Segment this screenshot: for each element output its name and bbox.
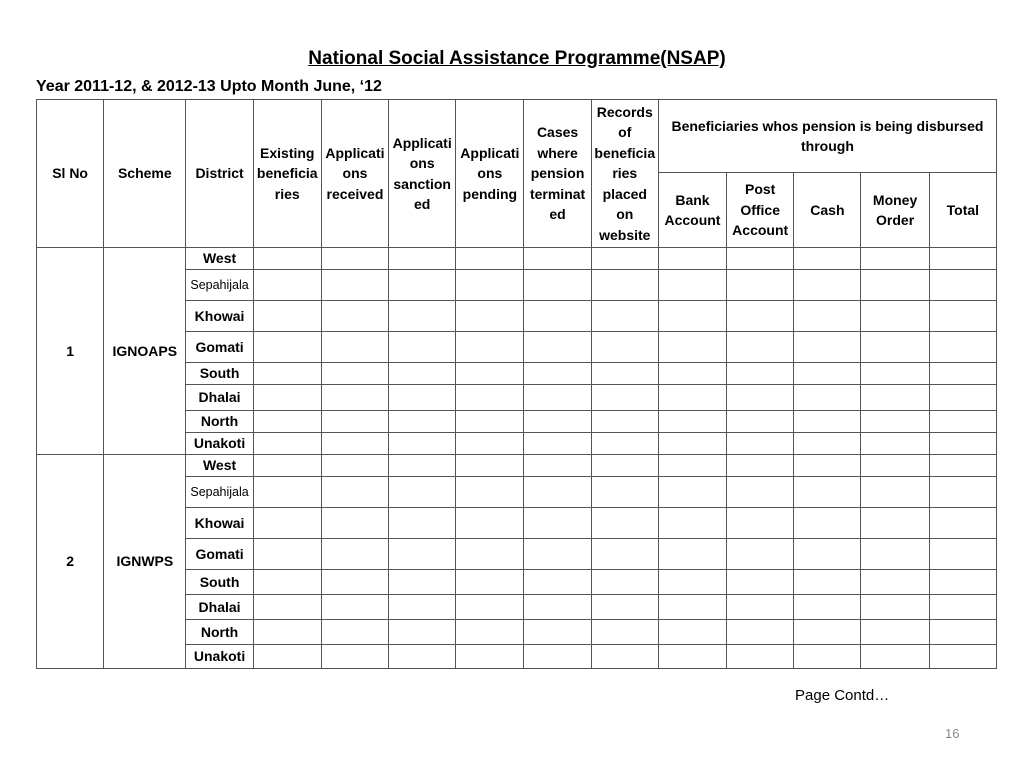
empty-value-cell bbox=[929, 270, 996, 301]
district-cell: Khowai bbox=[186, 301, 253, 332]
empty-value-cell bbox=[727, 570, 794, 595]
empty-value-cell bbox=[456, 385, 524, 411]
empty-value-cell bbox=[794, 332, 861, 363]
empty-value-cell bbox=[389, 411, 456, 433]
empty-value-cell bbox=[591, 508, 658, 539]
empty-value-cell bbox=[929, 539, 996, 570]
empty-value-cell bbox=[524, 595, 591, 620]
empty-value-cell bbox=[389, 270, 456, 301]
empty-value-cell bbox=[929, 385, 996, 411]
empty-value-cell bbox=[658, 645, 726, 669]
empty-value-cell bbox=[389, 433, 456, 455]
empty-value-cell bbox=[861, 477, 929, 508]
header-cases-pension-terminated: Cases where pension terminat ed bbox=[524, 100, 591, 248]
empty-value-cell bbox=[591, 433, 658, 455]
empty-value-cell bbox=[861, 433, 929, 455]
empty-value-cell bbox=[727, 411, 794, 433]
empty-value-cell bbox=[794, 508, 861, 539]
district-cell: Sepahijala bbox=[186, 270, 253, 301]
header-row-1 bbox=[37, 100, 997, 173]
empty-value-cell bbox=[456, 411, 524, 433]
empty-value-cell bbox=[389, 248, 456, 270]
empty-value-cell bbox=[861, 620, 929, 645]
empty-value-cell bbox=[253, 332, 321, 363]
empty-value-cell bbox=[389, 301, 456, 332]
empty-value-cell bbox=[794, 477, 861, 508]
header-scheme: Scheme bbox=[104, 100, 186, 248]
empty-value-cell bbox=[321, 433, 388, 455]
empty-value-cell bbox=[861, 455, 929, 477]
empty-value-cell bbox=[389, 620, 456, 645]
empty-value-cell bbox=[727, 248, 794, 270]
empty-value-cell bbox=[861, 570, 929, 595]
empty-value-cell bbox=[456, 248, 524, 270]
empty-value-cell bbox=[591, 620, 658, 645]
empty-value-cell bbox=[727, 508, 794, 539]
empty-value-cell bbox=[389, 363, 456, 385]
empty-value-cell bbox=[861, 385, 929, 411]
empty-value-cell bbox=[456, 620, 524, 645]
empty-value-cell bbox=[727, 595, 794, 620]
empty-value-cell bbox=[929, 570, 996, 595]
empty-value-cell bbox=[524, 620, 591, 645]
header-existing-beneficiaries: Existing beneficia ries bbox=[253, 100, 321, 248]
header-money-order: Money Order bbox=[861, 173, 929, 248]
district-cell: Gomati bbox=[186, 539, 253, 570]
empty-value-cell bbox=[253, 248, 321, 270]
empty-value-cell bbox=[658, 385, 726, 411]
empty-value-cell bbox=[591, 595, 658, 620]
empty-value-cell bbox=[929, 433, 996, 455]
empty-value-cell bbox=[658, 620, 726, 645]
empty-value-cell bbox=[658, 248, 726, 270]
district-cell: South bbox=[186, 570, 253, 595]
empty-value-cell bbox=[389, 508, 456, 539]
empty-value-cell bbox=[929, 477, 996, 508]
empty-value-cell bbox=[591, 385, 658, 411]
table-row bbox=[37, 248, 997, 270]
empty-value-cell bbox=[591, 455, 658, 477]
empty-value-cell bbox=[524, 539, 591, 570]
page-number: 16 bbox=[945, 726, 960, 741]
empty-value-cell bbox=[591, 411, 658, 433]
empty-value-cell bbox=[321, 332, 388, 363]
empty-value-cell bbox=[253, 645, 321, 669]
empty-value-cell bbox=[389, 539, 456, 570]
empty-value-cell bbox=[524, 508, 591, 539]
empty-value-cell bbox=[253, 539, 321, 570]
empty-value-cell bbox=[929, 508, 996, 539]
empty-value-cell bbox=[794, 595, 861, 620]
header-records-on-website: Records of beneficia ries placed on website bbox=[591, 100, 658, 248]
empty-value-cell bbox=[524, 270, 591, 301]
empty-value-cell bbox=[524, 455, 591, 477]
empty-value-cell bbox=[861, 411, 929, 433]
district-cell: North bbox=[186, 620, 253, 645]
empty-value-cell bbox=[321, 248, 388, 270]
empty-value-cell bbox=[727, 385, 794, 411]
empty-value-cell bbox=[253, 620, 321, 645]
header-applications-received: Applicati ons received bbox=[321, 100, 388, 248]
district-cell: Dhalai bbox=[186, 595, 253, 620]
district-cell: South bbox=[186, 363, 253, 385]
empty-value-cell bbox=[456, 539, 524, 570]
empty-value-cell bbox=[658, 332, 726, 363]
empty-value-cell bbox=[253, 455, 321, 477]
header-district: District bbox=[186, 100, 253, 248]
empty-value-cell bbox=[321, 508, 388, 539]
empty-value-cell bbox=[321, 301, 388, 332]
page-contd-note: Page Contd… bbox=[795, 687, 890, 704]
empty-value-cell bbox=[389, 645, 456, 669]
empty-value-cell bbox=[861, 270, 929, 301]
empty-value-cell bbox=[321, 385, 388, 411]
empty-value-cell bbox=[321, 411, 388, 433]
empty-value-cell bbox=[524, 570, 591, 595]
sl-no-cell: 2 bbox=[37, 455, 104, 669]
empty-value-cell bbox=[727, 332, 794, 363]
empty-value-cell bbox=[861, 363, 929, 385]
empty-value-cell bbox=[456, 332, 524, 363]
empty-value-cell bbox=[524, 645, 591, 669]
empty-value-cell bbox=[727, 301, 794, 332]
empty-value-cell bbox=[861, 595, 929, 620]
empty-value-cell bbox=[658, 455, 726, 477]
empty-value-cell bbox=[321, 270, 388, 301]
empty-value-cell bbox=[524, 433, 591, 455]
empty-value-cell bbox=[794, 385, 861, 411]
district-cell: Sepahijala bbox=[186, 477, 253, 508]
table-row bbox=[37, 455, 997, 477]
empty-value-cell bbox=[929, 363, 996, 385]
district-cell: Unakoti bbox=[186, 433, 253, 455]
empty-value-cell bbox=[929, 411, 996, 433]
empty-value-cell bbox=[321, 539, 388, 570]
empty-value-cell bbox=[253, 570, 321, 595]
empty-value-cell bbox=[389, 570, 456, 595]
empty-value-cell bbox=[591, 570, 658, 595]
header-bank-account: Bank Account bbox=[658, 173, 726, 248]
empty-value-cell bbox=[929, 301, 996, 332]
empty-value-cell bbox=[253, 508, 321, 539]
empty-value-cell bbox=[524, 411, 591, 433]
empty-value-cell bbox=[727, 363, 794, 385]
empty-value-cell bbox=[658, 508, 726, 539]
empty-value-cell bbox=[861, 645, 929, 669]
empty-value-cell bbox=[861, 301, 929, 332]
header-post-office-account: Post Office Account bbox=[727, 173, 794, 248]
empty-value-cell bbox=[794, 645, 861, 669]
page-subtitle: Year 2011-12, & 2012-13 Upto Month June, ‘12 bbox=[36, 78, 382, 95]
district-cell: North bbox=[186, 411, 253, 433]
header-cash: Cash bbox=[794, 173, 861, 248]
empty-value-cell bbox=[456, 455, 524, 477]
empty-value-cell bbox=[253, 411, 321, 433]
empty-value-cell bbox=[658, 270, 726, 301]
nsap-table bbox=[36, 99, 997, 669]
empty-value-cell bbox=[456, 301, 524, 332]
district-cell: West bbox=[186, 248, 253, 270]
scheme-cell: IGNOAPS bbox=[104, 248, 186, 455]
empty-value-cell bbox=[658, 301, 726, 332]
empty-value-cell bbox=[389, 332, 456, 363]
empty-value-cell bbox=[389, 595, 456, 620]
empty-value-cell bbox=[727, 645, 794, 669]
district-cell: Dhalai bbox=[186, 385, 253, 411]
empty-value-cell bbox=[253, 301, 321, 332]
empty-value-cell bbox=[794, 363, 861, 385]
empty-value-cell bbox=[524, 248, 591, 270]
empty-value-cell bbox=[456, 595, 524, 620]
district-cell: Gomati bbox=[186, 332, 253, 363]
empty-value-cell bbox=[794, 411, 861, 433]
empty-value-cell bbox=[321, 570, 388, 595]
sl-no-cell: 1 bbox=[37, 248, 104, 455]
empty-value-cell bbox=[929, 595, 996, 620]
empty-value-cell bbox=[591, 248, 658, 270]
empty-value-cell bbox=[658, 539, 726, 570]
empty-value-cell bbox=[794, 270, 861, 301]
empty-value-cell bbox=[456, 508, 524, 539]
empty-value-cell bbox=[929, 455, 996, 477]
header-disbursed-through: Beneficiaries whos pension is being disbursed through bbox=[658, 100, 996, 173]
empty-value-cell bbox=[524, 363, 591, 385]
empty-value-cell bbox=[321, 645, 388, 669]
empty-value-cell bbox=[591, 301, 658, 332]
empty-value-cell bbox=[524, 301, 591, 332]
empty-value-cell bbox=[591, 332, 658, 363]
empty-value-cell bbox=[456, 645, 524, 669]
empty-value-cell bbox=[929, 620, 996, 645]
empty-value-cell bbox=[929, 645, 996, 669]
empty-value-cell bbox=[658, 363, 726, 385]
empty-value-cell bbox=[321, 363, 388, 385]
empty-value-cell bbox=[929, 332, 996, 363]
empty-value-cell bbox=[253, 270, 321, 301]
empty-value-cell bbox=[658, 570, 726, 595]
empty-value-cell bbox=[456, 363, 524, 385]
empty-value-cell bbox=[524, 477, 591, 508]
empty-value-cell bbox=[321, 595, 388, 620]
header-applications-sanctioned: Applicati ons sanction ed bbox=[389, 100, 456, 248]
empty-value-cell bbox=[794, 301, 861, 332]
empty-value-cell bbox=[321, 477, 388, 508]
district-cell: Khowai bbox=[186, 508, 253, 539]
empty-value-cell bbox=[727, 477, 794, 508]
empty-value-cell bbox=[456, 270, 524, 301]
header-sl-no: Sl No bbox=[37, 100, 104, 248]
empty-value-cell bbox=[456, 433, 524, 455]
empty-value-cell bbox=[861, 248, 929, 270]
empty-value-cell bbox=[524, 385, 591, 411]
empty-value-cell bbox=[861, 332, 929, 363]
empty-value-cell bbox=[389, 477, 456, 508]
empty-value-cell bbox=[591, 477, 658, 508]
empty-value-cell bbox=[591, 363, 658, 385]
empty-value-cell bbox=[389, 385, 456, 411]
empty-value-cell bbox=[389, 455, 456, 477]
page-title: National Social Assistance Programme(NSAP) bbox=[308, 48, 726, 69]
empty-value-cell bbox=[727, 433, 794, 455]
empty-value-cell bbox=[456, 570, 524, 595]
empty-value-cell bbox=[861, 539, 929, 570]
empty-value-cell bbox=[524, 332, 591, 363]
district-cell: Unakoti bbox=[186, 645, 253, 669]
empty-value-cell bbox=[794, 433, 861, 455]
empty-value-cell bbox=[591, 539, 658, 570]
empty-value-cell bbox=[253, 433, 321, 455]
district-cell: West bbox=[186, 455, 253, 477]
empty-value-cell bbox=[658, 411, 726, 433]
empty-value-cell bbox=[456, 477, 524, 508]
header-total: Total bbox=[929, 173, 996, 248]
empty-value-cell bbox=[253, 595, 321, 620]
scheme-cell: IGNWPS bbox=[104, 455, 186, 669]
empty-value-cell bbox=[727, 455, 794, 477]
empty-value-cell bbox=[321, 455, 388, 477]
empty-value-cell bbox=[253, 477, 321, 508]
empty-value-cell bbox=[591, 270, 658, 301]
empty-value-cell bbox=[727, 270, 794, 301]
header-applications-pending: Applicati ons pending bbox=[456, 100, 524, 248]
empty-value-cell bbox=[794, 620, 861, 645]
empty-value-cell bbox=[794, 539, 861, 570]
empty-value-cell bbox=[658, 433, 726, 455]
empty-value-cell bbox=[591, 645, 658, 669]
empty-value-cell bbox=[727, 539, 794, 570]
empty-value-cell bbox=[929, 248, 996, 270]
empty-value-cell bbox=[861, 508, 929, 539]
empty-value-cell bbox=[321, 620, 388, 645]
empty-value-cell bbox=[658, 477, 726, 508]
empty-value-cell bbox=[794, 248, 861, 270]
empty-value-cell bbox=[253, 385, 321, 411]
empty-value-cell bbox=[794, 570, 861, 595]
table-body bbox=[37, 248, 997, 669]
empty-value-cell bbox=[794, 455, 861, 477]
empty-value-cell bbox=[727, 620, 794, 645]
empty-value-cell bbox=[658, 595, 726, 620]
empty-value-cell bbox=[253, 363, 321, 385]
